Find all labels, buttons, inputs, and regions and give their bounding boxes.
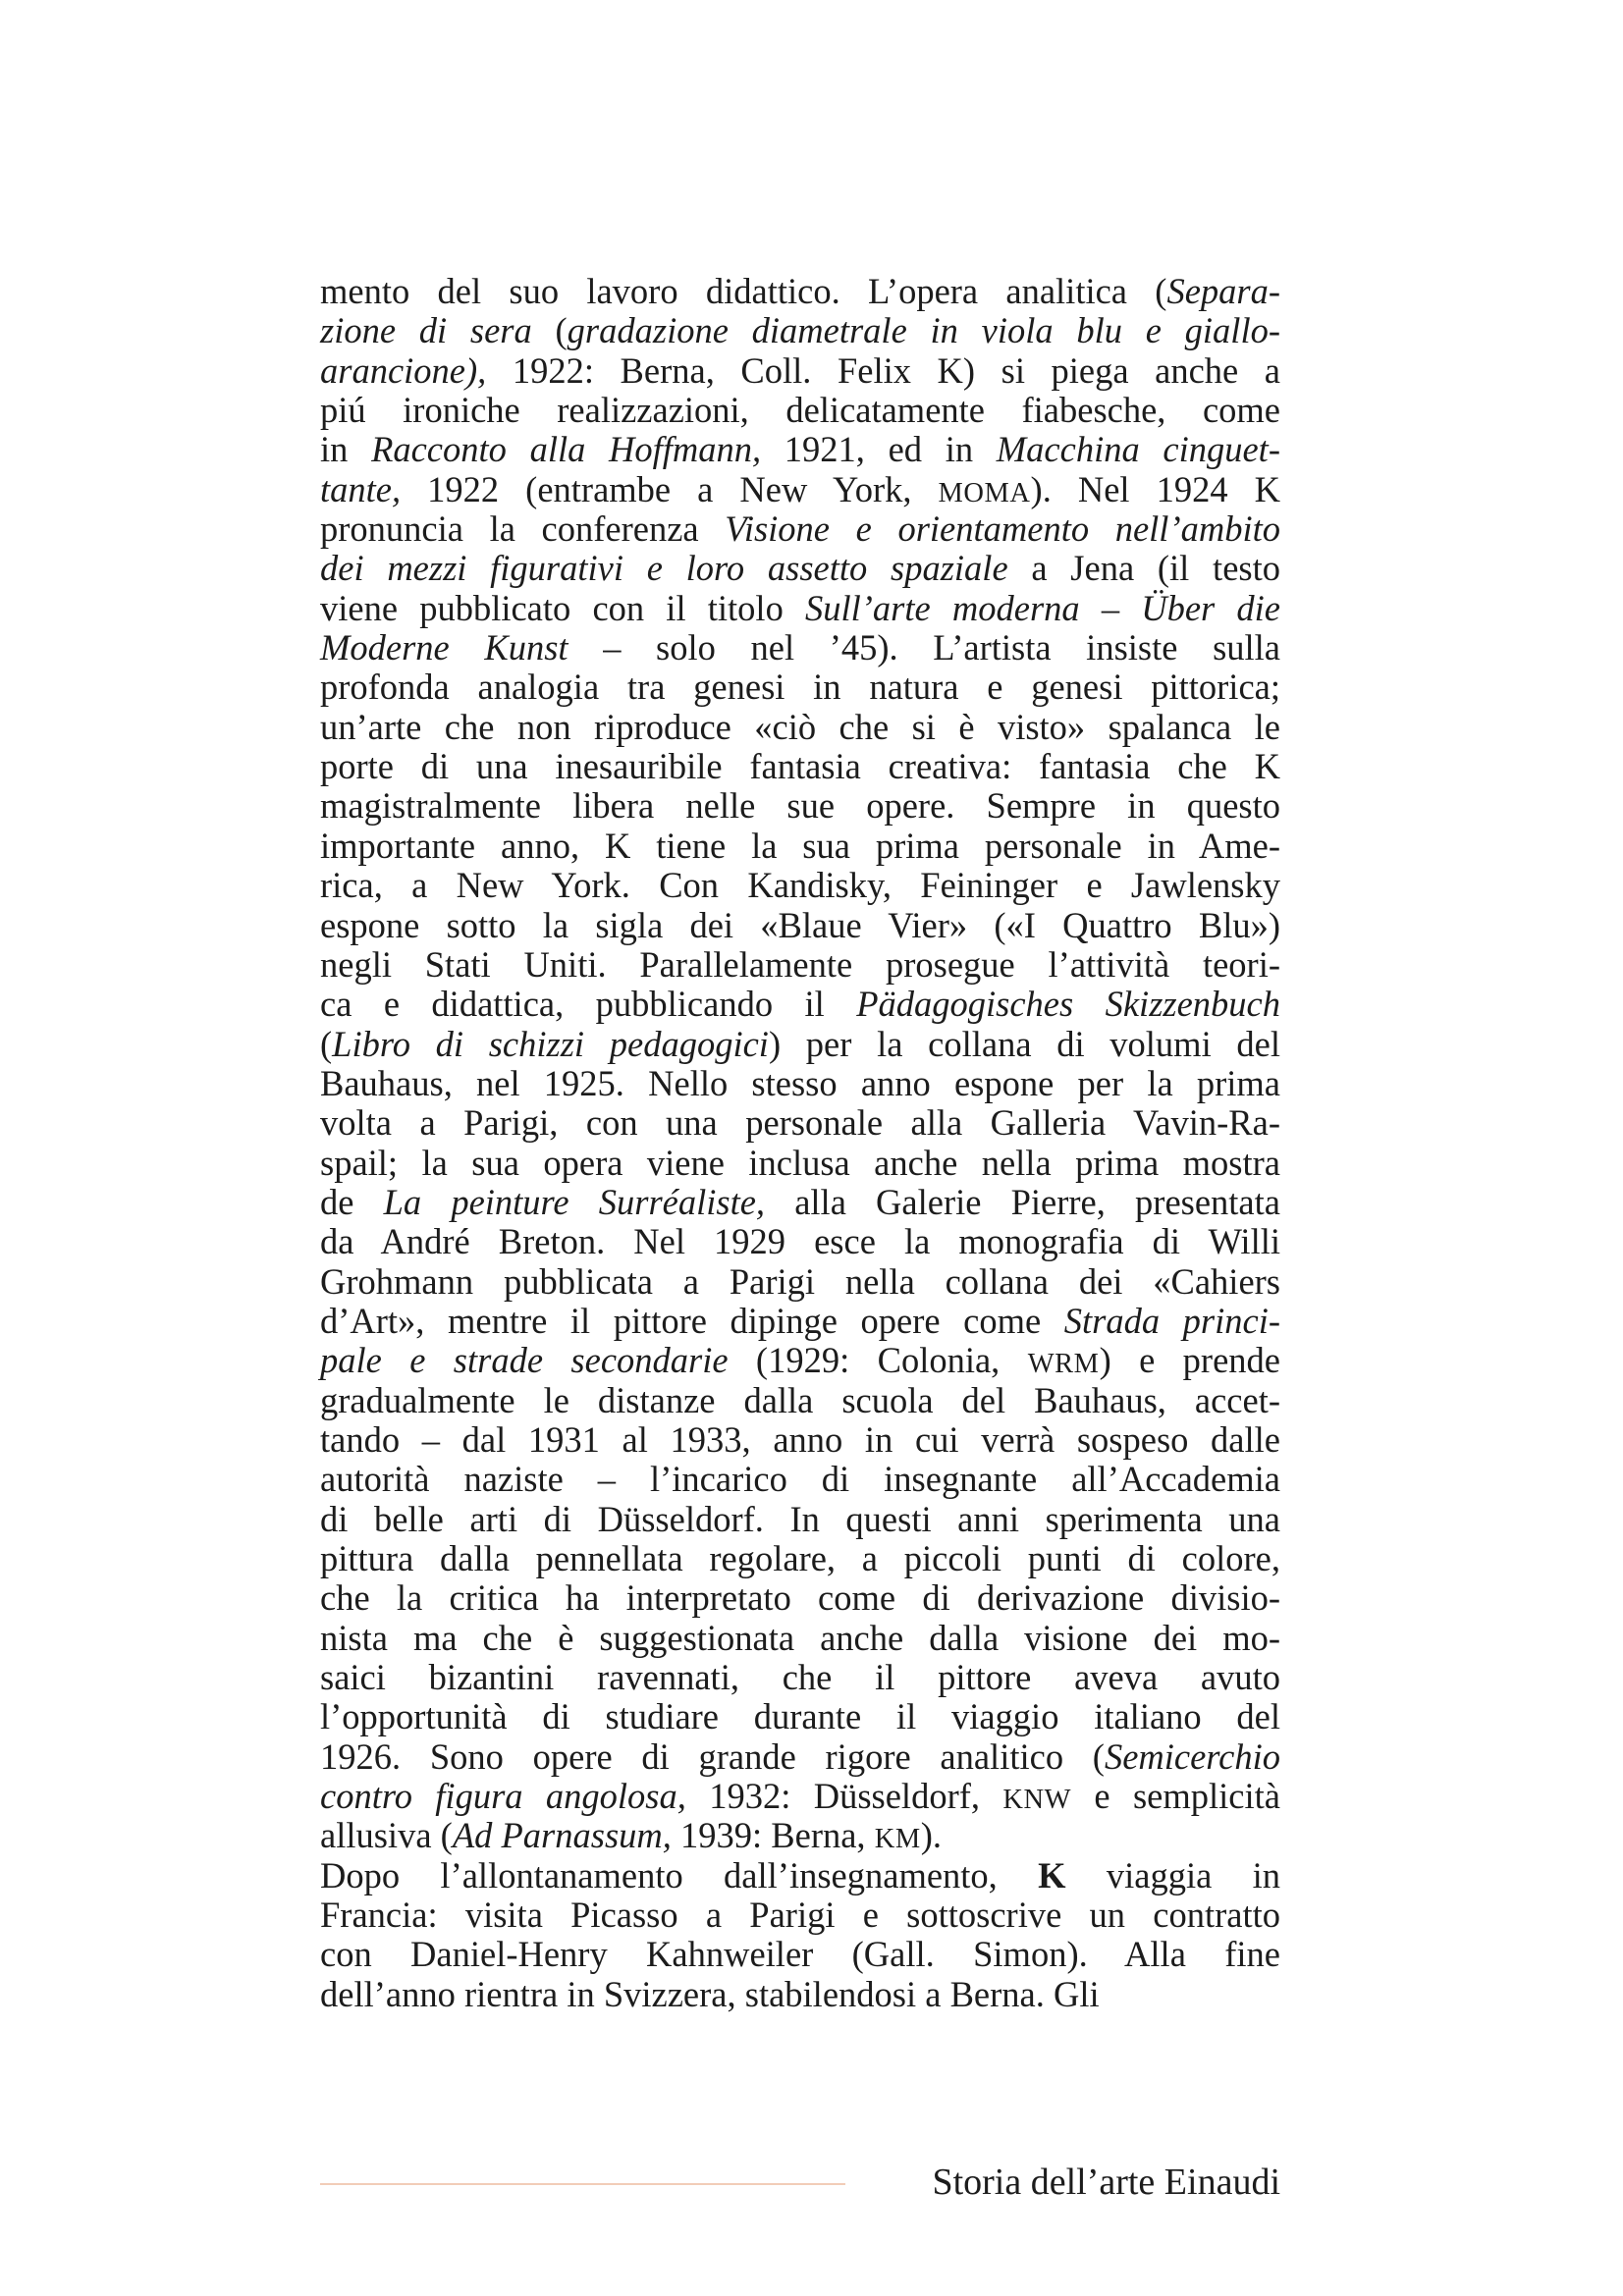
- text-segment: dell’anno rientra in Svizzera, stabilendosi a Berna. Gli: [320, 1973, 1100, 2014]
- text-segment: La peinture Surréaliste,: [383, 1181, 766, 1222]
- text-segment: viene pubblicato con il titolo: [320, 587, 805, 628]
- text-segment: 1922: Berna, Coll. Felix K) si piega anche a: [512, 349, 1280, 391]
- text-segment: K: [1038, 1854, 1066, 1896]
- text-segment: viaggia in: [1065, 1854, 1280, 1896]
- text-segment: Ad Parnassum,: [452, 1815, 672, 1856]
- text-line: [320, 1935, 1280, 1974]
- text-line: [320, 1302, 1280, 1341]
- text-segment: ),: [465, 349, 513, 391]
- text-segment: MOMA: [938, 477, 1031, 508]
- text-segment: Francia: visita Picasso a Parigi e sottoscrive un contratto: [320, 1895, 1280, 1936]
- text-line: [320, 1578, 1280, 1618]
- text-segment: Libro di schizzi pedagogici: [332, 1023, 769, 1064]
- text-segment: Über die: [1141, 587, 1281, 628]
- text-segment: da André Breton. Nel 1929 esce la monografia di Willi: [320, 1221, 1280, 1262]
- text-segment: con Daniel-Henry Kahnweiler (Gall. Simon). Alla fine: [320, 1934, 1280, 1975]
- text-segment: (1929: Colonia,: [728, 1340, 1028, 1381]
- text-line: [320, 866, 1280, 905]
- text-segment: d’Art», mentre il pittore dipinge opere come: [320, 1300, 1064, 1341]
- text-line: [320, 430, 1280, 469]
- text-line: [320, 1856, 1280, 1896]
- text-segment: gradazione diametrale in viola blu e giallo-: [567, 310, 1280, 351]
- text-line: [320, 1341, 1280, 1380]
- text-segment: Bauhaus, nel 1925. Nello stesso anno espone per la prima: [320, 1062, 1280, 1103]
- text-segment: alla Galerie Pierre, presentata: [765, 1181, 1280, 1222]
- text-segment: volta a Parigi, con una personale alla Galleria Vavin-Ra-: [320, 1102, 1280, 1144]
- text-segment: dei mezzi figurativi e loro assetto spaziale: [320, 548, 1008, 589]
- text-segment: spail; la sua opera viene inclusa anche nella prima mostra: [320, 1142, 1280, 1183]
- text-segment: Macchina cinguet-: [996, 429, 1280, 470]
- text-line: [320, 1697, 1280, 1736]
- text-segment: ) per la collana di volumi del: [768, 1023, 1280, 1064]
- text-segment: Racconto alla Hoffmann,: [371, 429, 762, 470]
- text-segment: KM: [874, 1824, 921, 1855]
- text-segment: ). Nel 1924 K: [1030, 468, 1280, 509]
- text-line: [320, 1777, 1280, 1816]
- text-line: [320, 311, 1280, 350]
- text-line: [320, 1658, 1280, 1697]
- text-line: [320, 708, 1280, 747]
- text-line: [320, 1539, 1280, 1578]
- text-segment: Semicerchio: [1104, 1735, 1280, 1777]
- text-segment: espone sotto la sigla dei «Blaue Vier» («I Quattro Blu»): [320, 904, 1280, 945]
- text-segment: tante,: [320, 468, 402, 509]
- text-segment: de: [320, 1181, 384, 1222]
- text-segment: saici bizantini ravennati, che il pittore aveva avuto: [320, 1657, 1280, 1698]
- text-segment: pittura dalla pennellata regolare, a piccoli punti di colore,: [320, 1538, 1280, 1578]
- text-segment: che la critica ha interpretato come di derivazione divisio-: [320, 1577, 1280, 1619]
- text-line: [320, 945, 1280, 985]
- text-line: [320, 667, 1280, 707]
- text-segment: ).: [920, 1815, 942, 1856]
- text-segment: un’arte che non riproduce «ciò che si è visto» spalanca le: [320, 706, 1280, 747]
- text-line: [320, 1896, 1280, 1935]
- text-segment: gradualmente le distanze dalla scuola del Bauhaus, accet-: [320, 1379, 1280, 1420]
- text-segment: Grohmann pubblicata a Parigi nella collana dei «Cahiers: [320, 1260, 1280, 1302]
- text-line: [320, 1064, 1280, 1103]
- text-line: [320, 1619, 1280, 1658]
- text-segment: allusiva (: [320, 1815, 453, 1856]
- text-line: [320, 1420, 1280, 1460]
- text-segment: e semplicità: [1071, 1776, 1280, 1817]
- text-segment: 1932: Düsseldorf,: [685, 1776, 1003, 1817]
- text-segment: 1939: Berna,: [671, 1815, 875, 1856]
- text-segment: (: [320, 1023, 333, 1064]
- footer-title: Storia dell’arte Einaudi: [932, 2162, 1280, 2203]
- text-line: [320, 1737, 1280, 1777]
- text-line: [320, 1460, 1280, 1499]
- text-segment: ca e didattica, pubblicando il: [320, 984, 857, 1025]
- text-line: [320, 470, 1280, 509]
- text-segment: contro figura angolosa,: [320, 1776, 686, 1817]
- text-line: [320, 1381, 1280, 1420]
- text-line: [320, 628, 1280, 667]
- text-line: [320, 1500, 1280, 1539]
- text-segment: Sull’arte moderna: [804, 587, 1080, 628]
- text-line: [320, 827, 1280, 866]
- text-segment: Strada princi-: [1063, 1300, 1281, 1341]
- text-segment: porte di una inesauribile fantasia creativa: fantasia che K: [320, 746, 1280, 787]
- text-line: [320, 1816, 1280, 1855]
- text-segment: di belle arti di Düsseldorf. In questi anni sperimenta una: [320, 1498, 1280, 1539]
- text-segment: Moderne Kunst: [320, 627, 568, 668]
- text-line: [320, 1262, 1280, 1302]
- text-segment: Pädagogisches Skizzenbuch: [856, 984, 1280, 1025]
- text-line: [320, 351, 1280, 391]
- text-line: [320, 549, 1280, 588]
- text-segment: Visione e orientamento nell’ambito: [725, 508, 1280, 550]
- text-line: [320, 1222, 1280, 1261]
- text-segment: 1921, ed in: [761, 429, 997, 470]
- text-segment: ) e prende: [1099, 1340, 1280, 1381]
- text-line: [320, 1975, 1280, 2014]
- text-segment: – solo nel ’45). L’artista insiste sulla: [568, 627, 1281, 668]
- text-line: [320, 589, 1280, 628]
- text-segment: in: [320, 429, 372, 470]
- text-segment: piú ironiche realizzazioni, delicatamente fiabesche, come: [320, 390, 1280, 431]
- text-segment: magistralmente libera nelle sue opere. Sempre in questo: [320, 785, 1280, 827]
- text-line: [320, 985, 1280, 1024]
- text-segment: mento del suo lavoro didattico. L’opera analitica (: [320, 271, 1167, 311]
- body-text: [320, 272, 1280, 2014]
- text-line: [320, 906, 1280, 945]
- text-segment: pronuncia la conferenza: [320, 508, 726, 550]
- text-segment: negli Stati Uniti. Parallelamente prosegue l’attività teori-: [320, 943, 1280, 985]
- text-segment: 1926. Sono opere di grande rigore analitico (: [320, 1735, 1105, 1777]
- text-line: [320, 1183, 1280, 1222]
- text-line: [320, 272, 1280, 311]
- text-segment: importante anno, K tiene la sua prima personale in Ame-: [320, 825, 1280, 866]
- text-segment: pale e strade secondarie: [320, 1340, 729, 1381]
- text-segment: zione di sera: [320, 310, 532, 351]
- text-segment: profonda analogia tra genesi in natura e genesi pittorica;: [320, 667, 1280, 708]
- text-segment: 1922 (entrambe a New York,: [401, 468, 939, 509]
- text-line: [320, 1144, 1280, 1183]
- text-segment: KNW: [1002, 1785, 1072, 1816]
- text-line: [320, 391, 1280, 430]
- text-segment: l’opportunità di studiare durante il viaggio italiano del: [320, 1696, 1280, 1737]
- text-segment: a Jena (il testo: [1007, 548, 1280, 589]
- text-line: [320, 509, 1280, 549]
- text-segment: (: [531, 310, 568, 351]
- text-segment: Dopo l’allontanamento dall’insegnamento,: [320, 1854, 1039, 1896]
- text-segment: WRM: [1027, 1349, 1100, 1380]
- text-segment: Separa-: [1166, 271, 1280, 311]
- text-segment: arancione: [320, 349, 465, 391]
- text-line: [320, 1103, 1280, 1143]
- text-line: [320, 786, 1280, 826]
- footer-rule: [320, 2183, 845, 2185]
- text-line: [320, 1025, 1280, 1064]
- text-segment: nista ma che è suggestionata anche dalla visione dei mo-: [320, 1617, 1280, 1658]
- text-segment: tando – dal 1931 al 1933, anno in cui verrà sospeso dalle: [320, 1418, 1280, 1460]
- text-segment: rica, a New York. Con Kandisky, Feininger e Jawlensky: [320, 865, 1280, 906]
- text-line: [320, 747, 1280, 786]
- text-segment: –: [1079, 587, 1142, 628]
- text-segment: autorità naziste – l’incarico di insegnante all’Accademia: [320, 1459, 1280, 1500]
